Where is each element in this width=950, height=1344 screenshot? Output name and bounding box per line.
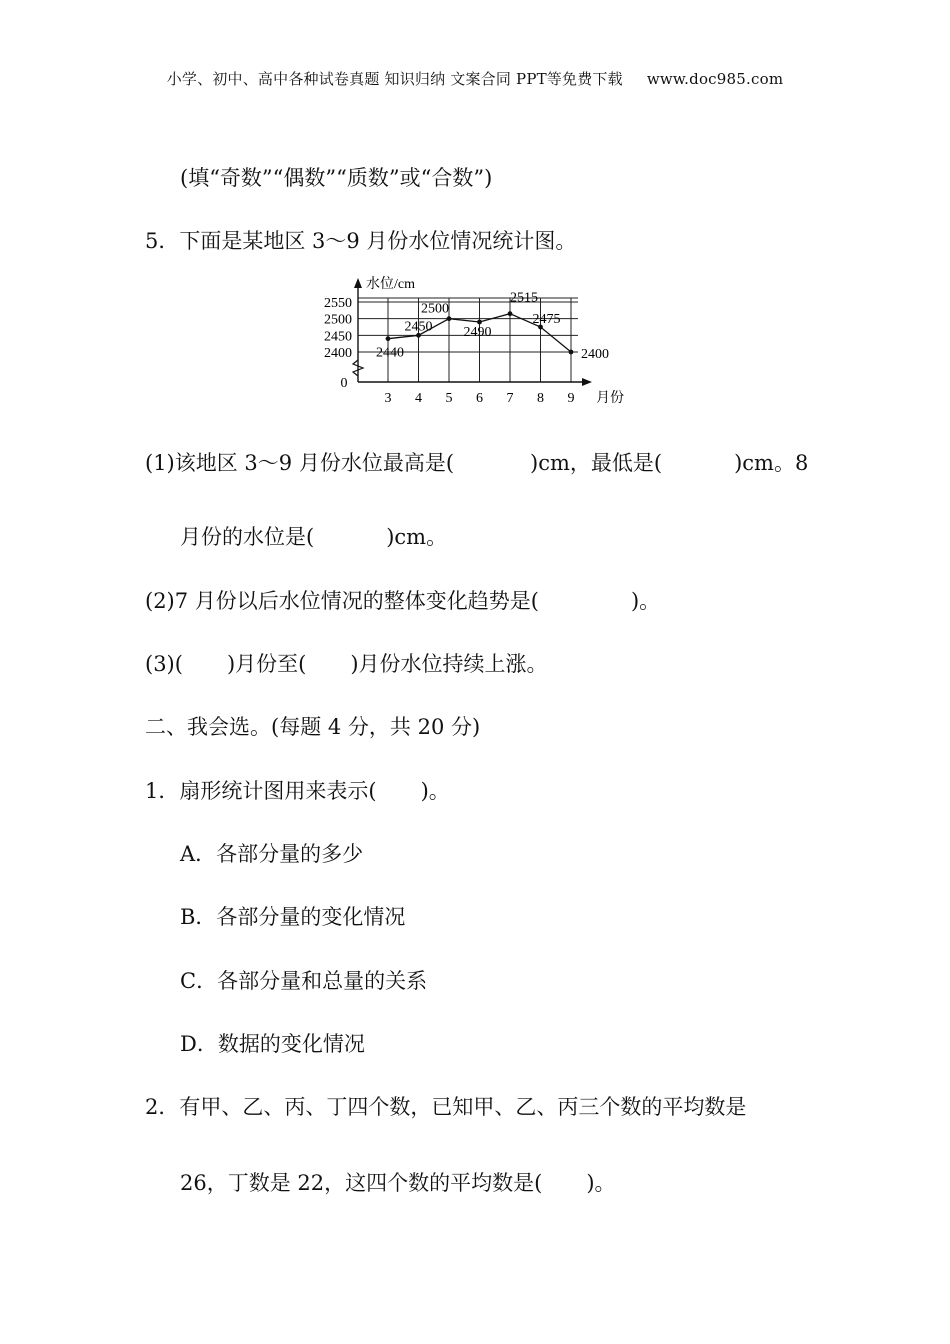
q5-p3-text-c: )月份水位持续上涨。 xyxy=(350,652,548,676)
data-label: 2500 xyxy=(421,301,449,317)
q1-text-a: 1．扇形统计图用来表示( xyxy=(145,779,377,803)
data-point-5 xyxy=(447,316,452,321)
data-point-7 xyxy=(508,311,513,316)
header-text: 小学、初中、高中各种试卷真题 知识归纳 文案合同 PPT等免费下载 xyxy=(166,70,623,88)
y-tick-label: 2450 xyxy=(324,329,352,345)
water-level-line-chart xyxy=(310,272,650,408)
y-tick-label: 2400 xyxy=(324,346,352,361)
choice-question-2-line1: 2．有甲、乙、丙、丁四个数，已知甲、乙、丙三个数的平均数是 xyxy=(145,1095,747,1119)
choice-question-1 xyxy=(145,777,450,805)
q2-text-b: )。 xyxy=(586,1171,616,1195)
data-label: 2450 xyxy=(404,319,433,335)
data-label: 2440 xyxy=(376,345,404,361)
data-label: 2490 xyxy=(463,325,492,340)
q5-p1-text-a: (1)该地区 3～9 月份水位最高是( xyxy=(145,451,455,475)
option-d[interactable]: D．数据的变化情况 xyxy=(180,1032,365,1056)
q5-p3-text-b: )月份至( xyxy=(226,652,307,676)
page-header xyxy=(0,68,950,89)
x-tick-label: 3 xyxy=(384,391,392,406)
q5-p1-text-c: )cm。8 xyxy=(734,451,809,475)
option-c[interactable]: C．各部分量和总量的关系 xyxy=(180,969,428,993)
q5-p1-text-d: 月份的水位是( xyxy=(180,525,315,549)
header-url: www.doc985.com xyxy=(646,70,784,88)
option-a[interactable]: A．各部分量的多少 xyxy=(180,842,364,866)
y-axis-arrow xyxy=(354,278,362,288)
section-2-title: 二、我会选。(每题 4 分，共 20 分) xyxy=(145,715,481,739)
q5-p1-text-e: )cm。 xyxy=(386,525,448,549)
data-label: 2400 xyxy=(581,347,609,362)
y-tick-label: 2550 xyxy=(324,296,352,311)
q5-p2-text-b: )。 xyxy=(630,589,661,613)
x-tick-label: 6 xyxy=(476,391,483,406)
data-label: 2515 xyxy=(510,290,538,306)
x-axis-arrow xyxy=(582,378,592,386)
y-tick-label: 2500 xyxy=(324,312,352,328)
option-b[interactable]: B．各部分量的变化情况 xyxy=(180,905,406,929)
data-point-6 xyxy=(477,320,482,325)
data-point-3 xyxy=(386,336,391,341)
q5-part2 xyxy=(145,587,660,615)
y-axis-label: 水位/cm xyxy=(366,277,415,292)
x-tick-label: 5 xyxy=(445,391,453,406)
origin-label: 0 xyxy=(340,376,348,391)
x-tick-label: 4 xyxy=(415,391,422,406)
x-axis-label: 月份 xyxy=(596,391,624,406)
q2-text-a: 26，丁数是 22，这四个数的平均数是( xyxy=(180,1171,543,1195)
q5-p3-text-a: (3)( xyxy=(145,652,183,676)
x-tick-label: 7 xyxy=(506,391,514,406)
q5-part1-line1 xyxy=(145,449,808,477)
data-point-9 xyxy=(569,350,574,355)
q5-part3 xyxy=(145,650,548,678)
data-label: 2475 xyxy=(532,312,561,327)
choice-question-2-line2 xyxy=(180,1169,616,1197)
q5-part1-line2 xyxy=(180,523,447,551)
fill-hint-line: (填“奇数”“偶数”“质数”或“合数”) xyxy=(180,166,493,190)
x-tick-label: 9 xyxy=(567,391,575,406)
q5-p1-text-b: )cm，最低是( xyxy=(530,451,663,475)
question-5-title: 5．下面是某地区 3～9 月份水位情况统计图。 xyxy=(145,229,577,253)
q1-text-b: )。 xyxy=(420,779,450,803)
x-tick-label: 8 xyxy=(537,391,544,406)
q5-p2-text-a: (2)7 月份以后水位情况的整体变化趋势是( xyxy=(145,589,539,613)
